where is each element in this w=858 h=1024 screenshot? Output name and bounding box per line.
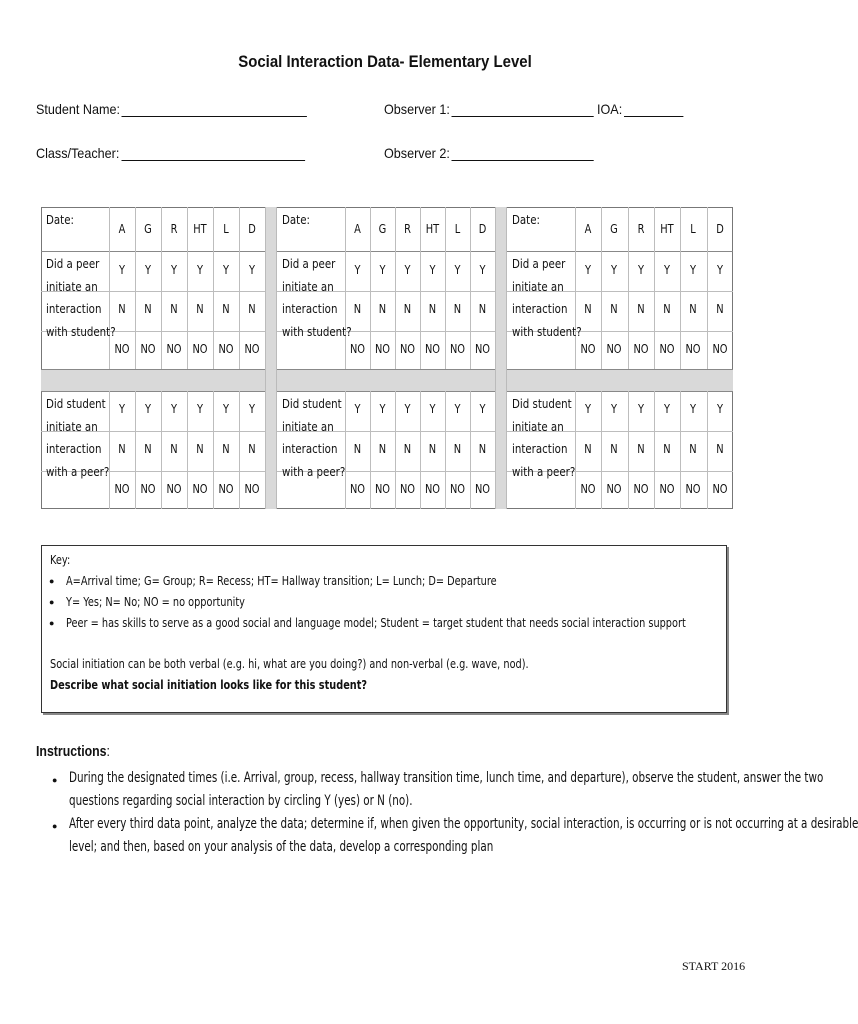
answer-option-no[interactable]: NO <box>712 342 728 356</box>
grid-border-top <box>41 207 733 208</box>
key-note: Social initiation can be both verbal (e.g. hi, what are you doing?) and non-verbal (e.g. wave, nod). <box>50 656 529 671</box>
answer-option-n[interactable]: N <box>118 302 126 316</box>
answer-option-n[interactable]: N <box>144 442 152 456</box>
row-line <box>277 251 495 252</box>
answer-option-no[interactable]: NO <box>166 482 182 496</box>
grid-border-right <box>732 207 733 509</box>
answer-option-n[interactable]: N <box>118 442 126 456</box>
col-line <box>680 207 681 369</box>
answer-option-no[interactable]: NO <box>349 482 366 496</box>
col-line <box>239 207 240 369</box>
answer-option-y[interactable]: Y <box>144 402 152 416</box>
col-line <box>601 207 602 369</box>
column-header-g: G <box>378 222 387 236</box>
col-line <box>187 207 188 369</box>
answer-option-n[interactable]: N <box>584 302 592 316</box>
instructions-heading-text: Instructions <box>36 744 107 760</box>
answer-option-n[interactable]: N <box>196 302 204 316</box>
col-line <box>161 391 162 509</box>
answer-option-no[interactable]: NO <box>580 482 596 496</box>
answer-option-n[interactable]: N <box>610 442 618 456</box>
answer-option-y[interactable]: Y <box>354 263 361 277</box>
answer-option-no[interactable]: NO <box>192 342 208 356</box>
answer-option-no[interactable]: NO <box>685 482 701 496</box>
answer-option-no[interactable]: NO <box>374 482 391 496</box>
answer-option-n[interactable]: N <box>353 302 362 316</box>
answer-option-y[interactable]: Y <box>689 263 697 277</box>
answer-option-no[interactable]: NO <box>192 482 208 496</box>
answer-option-n[interactable]: N <box>170 302 178 316</box>
answer-option-y[interactable]: Y <box>222 402 230 416</box>
answer-option-y[interactable]: Y <box>637 402 645 416</box>
footer-text: START 2016 <box>682 959 746 973</box>
answer-option-no[interactable]: NO <box>244 482 260 496</box>
answer-option-y[interactable]: Y <box>404 263 411 277</box>
answer-option-y[interactable]: Y <box>118 402 126 416</box>
answer-option-no[interactable]: NO <box>244 342 260 356</box>
answer-option-y[interactable]: Y <box>454 263 461 277</box>
col-line <box>213 207 214 369</box>
answer-option-n[interactable]: N <box>378 302 387 316</box>
answer-option-n[interactable]: N <box>222 442 230 456</box>
col-line <box>239 391 240 509</box>
answer-option-no[interactable]: NO <box>399 342 416 356</box>
answer-option-n[interactable]: N <box>689 442 697 456</box>
date-label[interactable]: Date: <box>282 212 310 227</box>
answer-option-no[interactable]: NO <box>114 482 130 496</box>
answer-option-y[interactable]: Y <box>584 402 592 416</box>
column-header-a: A <box>118 222 126 236</box>
col-line <box>370 207 371 369</box>
instructions-colon: : <box>106 744 110 760</box>
answer-option-y[interactable]: Y <box>479 263 486 277</box>
answer-option-y[interactable]: Y <box>663 402 671 416</box>
answer-option-no[interactable]: NO <box>659 342 675 356</box>
observer1-label: Observer 1: <box>384 101 450 117</box>
answer-option-y[interactable]: Y <box>379 263 386 277</box>
question-peer-initiate: Did a peer initiate an interaction with student? <box>282 256 352 339</box>
student-name-label: Student Name: <box>36 101 121 117</box>
key-prompt: Describe what social initiation looks like for this student? <box>50 677 368 692</box>
answer-option-n[interactable]: N <box>478 442 487 456</box>
column-header-g: G <box>610 222 618 236</box>
answer-option-no[interactable]: NO <box>712 482 728 496</box>
answer-option-y[interactable]: Y <box>689 402 697 416</box>
answer-option-y[interactable]: Y <box>196 402 204 416</box>
col-line <box>420 207 421 369</box>
column-header-ht: HT <box>425 222 440 236</box>
answer-option-no[interactable]: NO <box>474 342 491 356</box>
answer-option-no[interactable]: NO <box>606 342 622 356</box>
answer-option-no[interactable]: NO <box>685 342 701 356</box>
answer-option-n[interactable]: N <box>248 442 256 456</box>
answer-option-y[interactable]: Y <box>170 263 178 277</box>
col-line <box>395 391 396 509</box>
answer-option-no[interactable]: NO <box>659 482 675 496</box>
answer-option-y[interactable]: Y <box>454 402 461 416</box>
key-bullet-1: A=Arrival time; G= Group; R= Recess; HT= Hallway transition; L= Lunch; D= Departure <box>66 573 497 588</box>
observer1-line <box>452 115 594 117</box>
grid-border-left <box>41 207 42 509</box>
answer-option-n[interactable]: N <box>196 442 204 456</box>
col-line <box>470 391 471 509</box>
column-header-l: L <box>223 222 229 236</box>
answer-option-y[interactable]: Y <box>118 263 126 277</box>
answer-option-n[interactable]: N <box>689 302 697 316</box>
class-teacher-line <box>121 159 305 161</box>
row-line <box>277 369 495 370</box>
column-header-ht: HT <box>193 222 207 236</box>
class-teacher-label: Class/Teacher: <box>36 145 120 161</box>
answer-option-y[interactable]: Y <box>404 402 411 416</box>
col-line <box>135 207 136 369</box>
question-peer-initiate: Did a peer initiate an interaction with student? <box>46 256 116 339</box>
col-line <box>187 391 188 509</box>
col-line <box>654 391 655 509</box>
answer-option-n[interactable]: N <box>663 302 671 316</box>
answer-option-no[interactable]: NO <box>349 342 366 356</box>
row-line <box>41 391 265 392</box>
answer-option-no[interactable]: NO <box>140 482 156 496</box>
col-line <box>707 391 708 509</box>
col-line <box>213 391 214 509</box>
bullet-icon: ● <box>49 597 55 607</box>
column-header-d: D <box>248 222 256 236</box>
answer-option-no[interactable]: NO <box>580 342 596 356</box>
answer-option-n[interactable]: N <box>453 442 462 456</box>
row-line <box>507 369 733 370</box>
column-header-r: R <box>404 222 411 236</box>
block-separator <box>495 207 507 509</box>
bullet-icon: ● <box>49 576 55 586</box>
answer-option-y[interactable]: Y <box>248 263 256 277</box>
answer-option-no[interactable]: NO <box>633 482 649 496</box>
question-student-initiate: Did student initiate an interaction with a peer? <box>282 396 346 479</box>
answer-option-n[interactable]: N <box>453 302 462 316</box>
answer-option-no[interactable]: NO <box>449 482 466 496</box>
answer-option-n[interactable]: N <box>144 302 152 316</box>
col-line <box>470 207 471 369</box>
answer-option-y[interactable]: Y <box>144 263 152 277</box>
answer-option-no[interactable]: NO <box>474 482 491 496</box>
instruction-2-line-2: level; and then, based on your analysis of the data, develop a corresponding plan <box>69 839 494 855</box>
column-header-a: A <box>354 222 361 236</box>
answer-option-n[interactable]: N <box>637 442 645 456</box>
answer-option-n[interactable]: N <box>428 442 437 456</box>
answer-option-no[interactable]: NO <box>449 342 466 356</box>
observer2-line <box>452 159 594 161</box>
answer-option-n[interactable]: N <box>248 302 256 316</box>
answer-option-no[interactable]: NO <box>218 482 234 496</box>
col-line <box>135 391 136 509</box>
key-bullet-2: Y= Yes; N= No; NO = no opportunity <box>66 594 245 609</box>
answer-option-y[interactable]: Y <box>584 263 592 277</box>
question-student-initiate: Did student initiate an interaction with a peer? <box>512 396 576 479</box>
col-line <box>420 391 421 509</box>
row-line <box>507 391 733 392</box>
col-line <box>445 391 446 509</box>
answer-option-n[interactable]: N <box>637 302 645 316</box>
answer-option-n[interactable]: N <box>584 442 592 456</box>
student-name-line <box>122 115 307 117</box>
answer-option-no[interactable]: NO <box>166 342 182 356</box>
answer-option-y[interactable]: Y <box>663 263 671 277</box>
date-label[interactable]: Date: <box>46 212 74 227</box>
bullet-icon: ● <box>49 618 55 628</box>
answer-option-y[interactable]: Y <box>248 402 256 416</box>
answer-option-n[interactable]: N <box>170 442 178 456</box>
col-line <box>654 207 655 369</box>
ioa-field[interactable] <box>597 101 683 117</box>
answer-option-y[interactable]: Y <box>716 402 724 416</box>
answer-option-y[interactable]: Y <box>716 263 724 277</box>
instructions-heading <box>36 744 110 760</box>
answer-option-y[interactable]: Y <box>170 402 178 416</box>
answer-option-y[interactable]: Y <box>637 263 645 277</box>
column-header-l: L <box>690 222 696 236</box>
key-heading: Key: <box>50 552 71 567</box>
answer-option-n[interactable]: N <box>378 442 387 456</box>
page-title: Social Interaction Data- Elementary Level <box>238 52 532 71</box>
answer-option-n[interactable]: N <box>716 302 724 316</box>
question-student-initiate: Did student initiate an interaction with a peer? <box>46 396 110 479</box>
observer1-field[interactable] <box>384 101 594 117</box>
answer-option-n[interactable]: N <box>716 442 724 456</box>
col-line <box>445 207 446 369</box>
bullet-icon: ● <box>52 821 58 831</box>
answer-option-y[interactable]: Y <box>479 402 486 416</box>
answer-option-no[interactable]: NO <box>424 482 441 496</box>
instruction-1-line-1: During the designated times (i.e. Arrival, group, recess, hallway transition time, lunch time, and departure), observe the student, answer the two <box>69 770 824 786</box>
column-header-a: A <box>584 222 592 236</box>
column-header-r: R <box>637 222 645 236</box>
bullet-icon: ● <box>52 775 58 785</box>
answer-option-no[interactable]: NO <box>633 342 649 356</box>
answer-option-y[interactable]: Y <box>610 263 618 277</box>
answer-option-n[interactable]: N <box>403 442 412 456</box>
col-line <box>395 207 396 369</box>
answer-option-no[interactable]: NO <box>399 482 416 496</box>
grey-divider-row <box>41 369 265 391</box>
answer-option-no[interactable]: NO <box>140 342 156 356</box>
column-header-g: G <box>144 222 152 236</box>
row-line <box>507 251 733 252</box>
observer2-field[interactable] <box>384 145 594 161</box>
answer-option-n[interactable]: N <box>610 302 618 316</box>
answer-option-no[interactable]: NO <box>606 482 622 496</box>
row-line <box>41 369 265 370</box>
answer-option-y[interactable]: Y <box>429 402 436 416</box>
col-line <box>628 391 629 509</box>
grey-divider-row <box>507 369 733 391</box>
key-box <box>41 545 727 713</box>
answer-option-no[interactable]: NO <box>114 342 130 356</box>
date-label[interactable]: Date: <box>512 212 540 227</box>
answer-option-no[interactable]: NO <box>218 342 234 356</box>
answer-option-n[interactable]: N <box>663 442 671 456</box>
student-name-field[interactable] <box>36 101 307 117</box>
answer-option-n[interactable]: N <box>403 302 412 316</box>
question-peer-initiate: Did a peer initiate an interaction with student? <box>512 256 582 339</box>
row-line <box>41 251 265 252</box>
block-separator <box>265 207 277 509</box>
class-teacher-field[interactable] <box>36 145 305 161</box>
col-line <box>680 391 681 509</box>
answer-option-y[interactable]: Y <box>379 402 386 416</box>
row-line <box>277 391 495 392</box>
col-line <box>707 207 708 369</box>
answer-option-y[interactable]: Y <box>610 402 618 416</box>
column-header-ht: HT <box>660 222 674 236</box>
col-line <box>601 391 602 509</box>
answer-option-y[interactable]: Y <box>196 263 204 277</box>
column-header-r: R <box>170 222 178 236</box>
column-header-l: L <box>454 222 461 236</box>
instruction-2-line-1: After every third data point, analyze the data; determine if, when given the opportunity, social interaction, is occurring or is not occurring at a desirable <box>69 816 858 832</box>
data-grid <box>41 207 733 509</box>
grid-border-bottom <box>41 508 733 509</box>
col-line <box>370 391 371 509</box>
answer-option-n[interactable]: N <box>353 442 362 456</box>
ioa-line <box>624 115 683 117</box>
answer-option-no[interactable]: NO <box>424 342 441 356</box>
answer-option-y[interactable]: Y <box>429 263 436 277</box>
answer-option-y[interactable]: Y <box>222 263 230 277</box>
answer-option-n[interactable]: N <box>428 302 437 316</box>
answer-option-y[interactable]: Y <box>354 402 361 416</box>
key-bullet-3: Peer = has skills to serve as a good social and language model; Student = target student that needs social interaction support <box>66 615 686 630</box>
ioa-label: IOA: <box>597 101 623 117</box>
grey-divider-row <box>277 369 495 391</box>
col-line <box>628 207 629 369</box>
column-header-d: D <box>716 222 724 236</box>
column-header-d: D <box>478 222 487 236</box>
answer-option-n[interactable]: N <box>222 302 230 316</box>
observer2-label: Observer 2: <box>384 145 450 161</box>
col-line <box>161 207 162 369</box>
answer-option-n[interactable]: N <box>478 302 487 316</box>
answer-option-no[interactable]: NO <box>374 342 391 356</box>
instruction-1-line-2: questions regarding social interaction by circling Y (yes) or N (no). <box>69 793 413 809</box>
